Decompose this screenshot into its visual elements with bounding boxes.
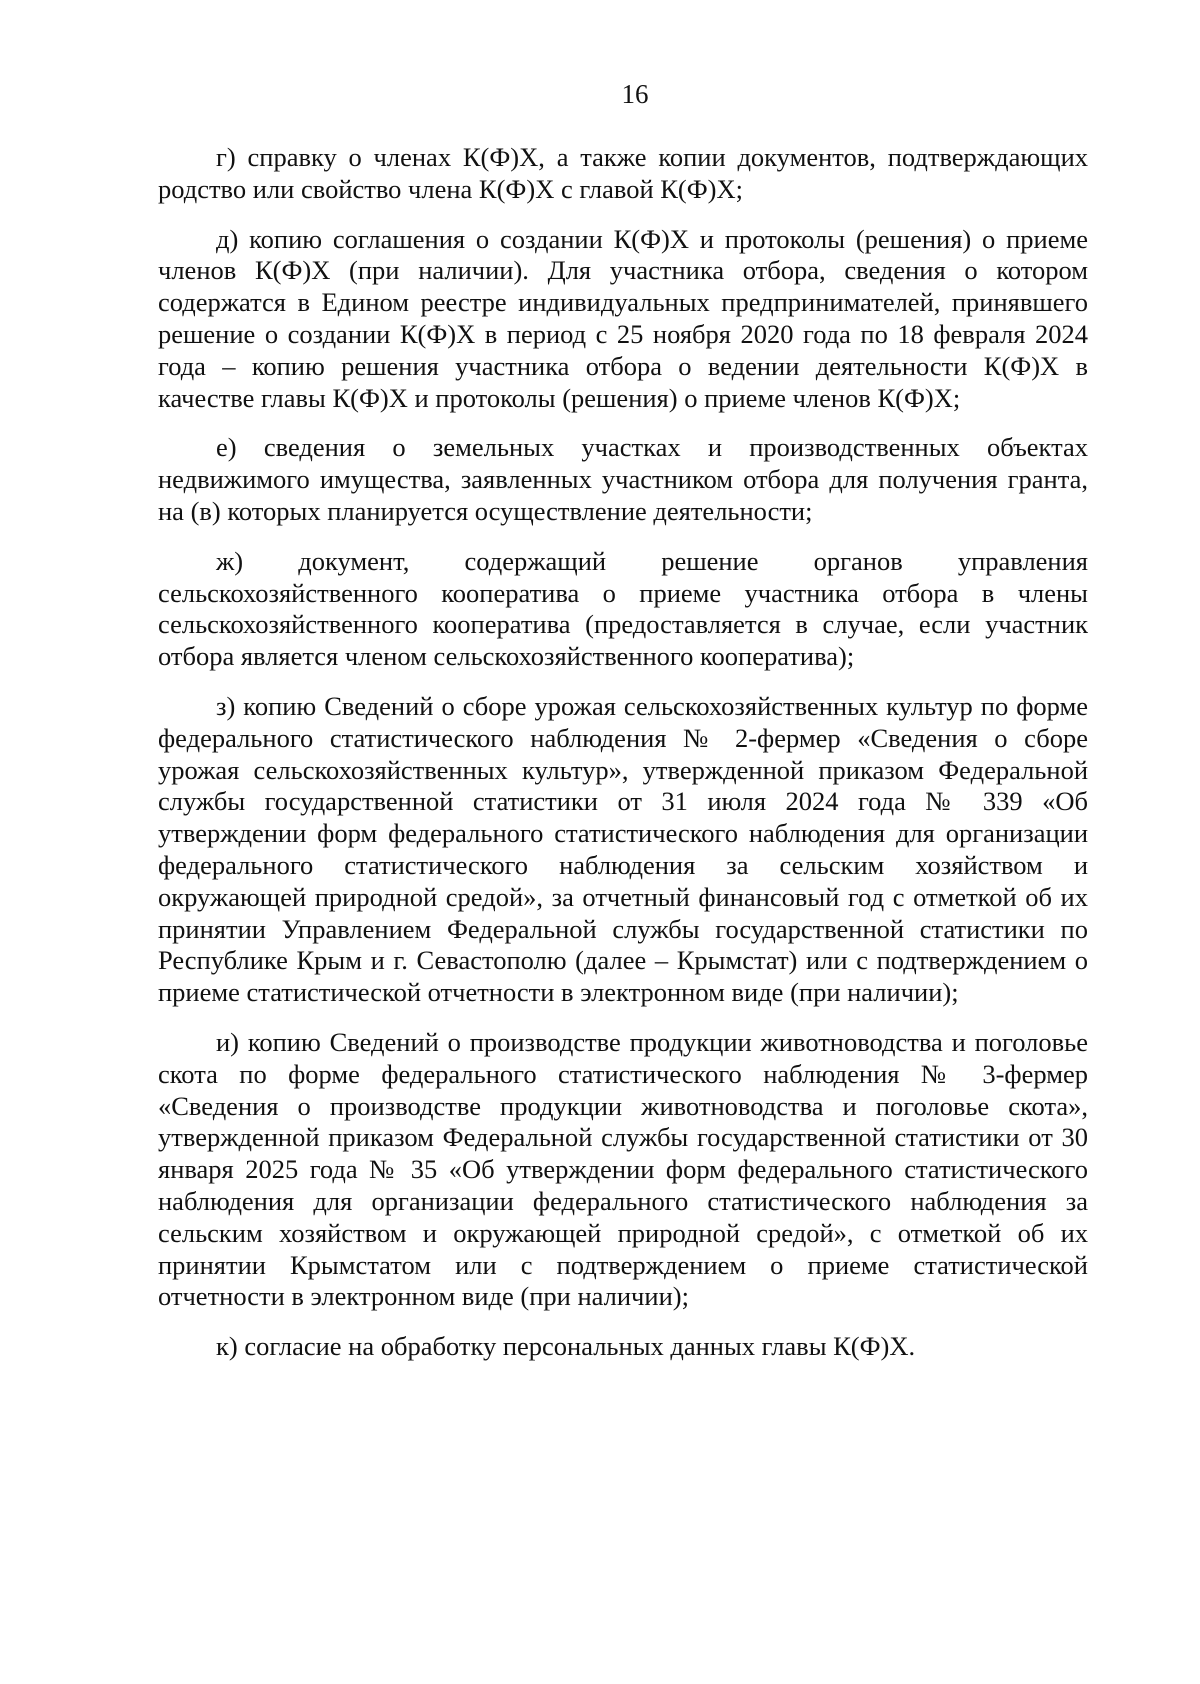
paragraph-z: з) копию Сведений о сборе урожая сельскохозяйственных культур по форме федерального статистического наблюдения № 2-фермер «Сведения о сборе урожая сельскохозяйственных культур», утвержденной приказом Федеральной службы государственной статистики от 31 июля 2024 года № 339 «Об утверждении форм федерального статистического наблюдения для организации федерального статистического наблюдения за сельским хозяйством и окружающей природной средой», за отчетный финансовый год с отметкой об их принятии Управлением Федеральной службы государственной статистики по Республике Крым и г. Севастополю (далее – Крымстат) или с подтверждением о приеме статистической отчетности в электронном виде (при наличии); xyxy=(158,690,1088,1008)
paragraph-zh: ж) документ, содержащий решение органов управления сельскохозяйственного кооператива о приеме участника отбора в члены сельскохозяйственного кооператива (предоставляется в случае, если участник отбора является членом сельскохозяйственного кооператива); xyxy=(158,545,1088,672)
paragraph-d: д) копию соглашения о создании К(Ф)Х и протоколы (решения) о приеме членов К(Ф)Х (при наличии). Для участника отбора, сведения о котором содержатся в Едином реестре индивидуальных предпринимателей, принявшего решение о создании К(Ф)Х в период с 25 ноября 2020 года по 18 февраля 2024 года – копию решения участника отбора о ведении деятельности К(Ф)Х в качестве главы К(Ф)Х и протоколы (решения) о приеме членов К(Ф)Х; xyxy=(158,223,1088,413)
paragraph-k: к) согласие на обработку персональных данных главы К(Ф)Х. xyxy=(216,1331,916,1362)
paragraph-g: г) справку о членах К(Ф)Х, а также копии документов, подтверждающих родство или свойство члена К(Ф)Х с главой К(Ф)Х; xyxy=(158,142,1088,204)
paragraph-e: е) сведения о земельных участках и производственных объектах недвижимого имущества, заявленных участником отбора для получения гранта, на (в) которых планируется осуществление деятельности; xyxy=(158,432,1088,526)
document-body xyxy=(158,142,1088,1381)
page-number: 16 xyxy=(621,79,649,109)
paragraph-i: и) копию Сведений о производстве продукции животноводства и поголовье скота по форме федерального статистического наблюдения № 3-фермер «Сведения о производстве продукции животноводства и поголовье скота», утвержденной приказом Федеральной службы государственной статистики от 30 января 2025 года № 35 «Об утверждении форм федерального статистического наблюдения для организации федерального статистического наблюдения за сельским хозяйством и окружающей природной средой», с отметкой об их принятии Крымстатом или с подтверждением о приеме статистической отчетности в электронном виде (при наличии); xyxy=(158,1026,1088,1312)
